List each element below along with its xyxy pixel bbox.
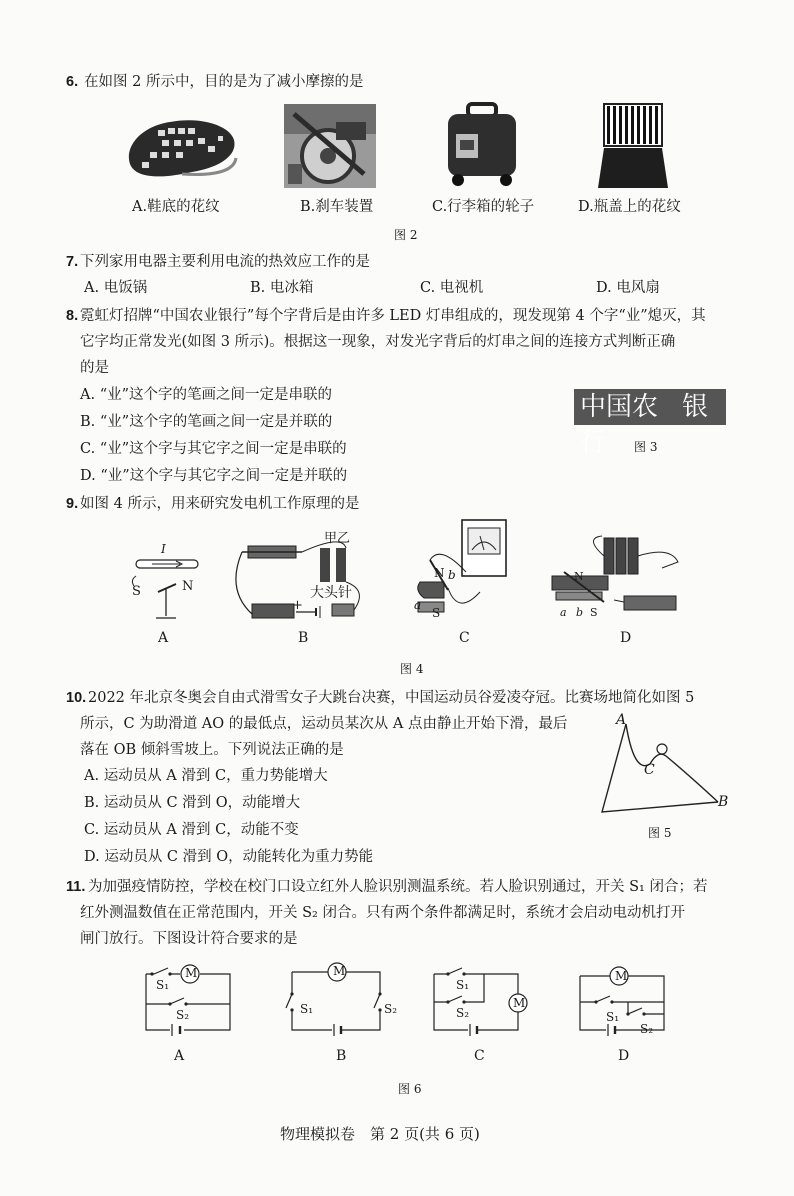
switch-s1-label: S₁ <box>606 1010 620 1024</box>
option-b: B.刹车装置 <box>300 199 374 215</box>
figure-caption: 图 5 <box>648 826 672 840</box>
fig4-label-c: C <box>459 630 470 646</box>
question-number: 8. <box>66 308 79 324</box>
question-stem-line: 霓虹灯招牌“中国农业银行”每个字背后是由许多 LED 灯串组成的，现发现第 4 个字“业”熄灭，其 <box>80 308 706 324</box>
question-number: 6. <box>66 74 79 90</box>
c-south-label: S <box>432 606 441 620</box>
circuit-label-a: A <box>174 1048 185 1064</box>
question-stem-line: 为加强疫情防控，学校在校门口设立红外人脸识别测温系统。若人脸识别通过，开关 S₁ 闭合；若 <box>88 879 708 895</box>
option-a: A. 电饭锅 <box>84 280 148 296</box>
question-stem-line: 红外测温数值在正常范围内，开关 S₂ 闭合。只有两个条件都满足时，系统才会启动电动机打开 <box>80 905 685 921</box>
figure-caption: 图 2 <box>394 228 418 242</box>
question-stem-line: 所示，C 为助滑道 AO 的最低点，运动员某次从 A 点由静止开始下滑，最后 <box>80 716 568 732</box>
option-c: C. 电视机 <box>420 280 484 296</box>
bottle-cap-image <box>598 104 668 188</box>
option-b: B. 电冰箱 <box>250 280 314 296</box>
question-stem-line: 2022 年北京冬奥会自由式滑雪女子大跳台决赛，中国运动员谷爱凌夺冠。比赛场地简化如图 5 <box>88 690 695 706</box>
circuit-label-c: C <box>474 1048 485 1064</box>
question-stem: 如图 4 所示，用来研究发电机工作原理的是 <box>80 496 360 512</box>
d-a-label: a <box>560 606 567 619</box>
option-b: B. “业”这个字的笔画之间一定是并联的 <box>80 414 333 430</box>
question-stem: 下列家用电器主要利用电流的热效应工作的是 <box>80 254 370 270</box>
option-d: D. “业”这个字与其它字之间一定是并联的 <box>80 468 348 484</box>
c-b-label: b <box>448 568 456 582</box>
point-c-label: C <box>644 762 655 778</box>
switch-s1-label: S₁ <box>156 978 170 992</box>
current-label: I <box>161 542 166 556</box>
question-stem: 在如图 2 所示中，目的是为了减小摩擦的是 <box>84 74 364 90</box>
option-a: A.鞋底的花纹 <box>132 199 220 215</box>
question-number: 10. <box>66 690 87 706</box>
motor-label: M <box>333 964 346 978</box>
question-number: 11. <box>66 879 86 895</box>
plus-label: + <box>292 598 303 613</box>
option-c: C. 运动员从 A 滑到 C，动能不变 <box>84 822 299 838</box>
option-d: D.瓶盖上的花纹 <box>578 199 681 215</box>
fig4c-diagram <box>410 520 510 620</box>
motor-label: M <box>615 969 628 983</box>
motor-label: M <box>513 996 526 1010</box>
switch-s1-label: S₁ <box>456 978 470 992</box>
brake-device-image <box>284 104 376 188</box>
c-north-label: N <box>434 566 445 580</box>
switch-s2-label: S₂ <box>640 1022 654 1036</box>
jia-yi-label: 甲乙 <box>324 531 351 546</box>
option-a: A. 运动员从 A 滑到 C，重力势能增大 <box>84 768 328 784</box>
motor-label: M <box>185 966 198 980</box>
figure-caption: 图 3 <box>634 440 658 454</box>
question-stem-line: 的是 <box>80 360 109 376</box>
question-stem-line: 落在 OB 倾斜雪坡上。下列说法正确的是 <box>80 742 344 758</box>
option-a: A. “业”这个字的笔画之间一定是串联的 <box>80 387 333 403</box>
shoe-sole-image <box>122 106 238 186</box>
point-a-label: A <box>616 712 627 728</box>
banner-left-text: 中国农 <box>580 392 659 422</box>
ski-slope-diagram <box>598 716 722 816</box>
question-stem-line: 它字均正常发光(如图 3 所示)。根据这一现象，对发光字背后的灯串之间的连接方式判断正确 <box>80 334 676 350</box>
page-footer: 物理模拟卷 第 2 页(共 6 页) <box>280 1125 480 1143</box>
fig4-label-a: A <box>158 630 169 646</box>
switch-s2-label: S₂ <box>384 1002 398 1016</box>
d-north-label: N <box>574 570 584 583</box>
switch-s1-label: S₁ <box>300 1002 314 1016</box>
south-pole-label: S <box>132 584 141 599</box>
d-b-label: b <box>576 606 584 619</box>
figure-caption: 图 6 <box>398 1082 422 1096</box>
d-south-label: S <box>590 606 598 619</box>
switch-s2-label: S₂ <box>176 1008 190 1022</box>
fig4-label-d: D <box>620 630 632 646</box>
circuit-label-d: D <box>618 1048 630 1064</box>
option-d: D. 运动员从 C 滑到 O，动能转化为重力势能 <box>84 849 374 865</box>
option-d: D. 电风扇 <box>596 280 660 296</box>
figure-caption: 图 4 <box>400 662 424 676</box>
option-c: C. “业”这个字与其它字之间一定是串联的 <box>80 441 347 457</box>
option-c: C.行李箱的轮子 <box>432 199 535 215</box>
question-number: 7. <box>66 254 79 270</box>
fig4-label-b: B <box>298 630 309 646</box>
pins-label: 大头针 <box>310 585 352 601</box>
circuit-label-b: B <box>336 1048 347 1064</box>
suitcase-image <box>444 104 520 188</box>
question-stem-line: 闸门放行。下图设计符合要求的是 <box>80 931 298 947</box>
point-b-label: B <box>718 794 729 810</box>
c-a-label: a <box>414 598 422 612</box>
north-pole-label: N <box>182 579 194 594</box>
question-number: 9. <box>66 496 79 512</box>
switch-s2-label: S₂ <box>456 1006 470 1020</box>
option-b: B. 运动员从 C 滑到 O，动能增大 <box>84 795 301 811</box>
banner-right-text: 银行 <box>580 392 709 458</box>
